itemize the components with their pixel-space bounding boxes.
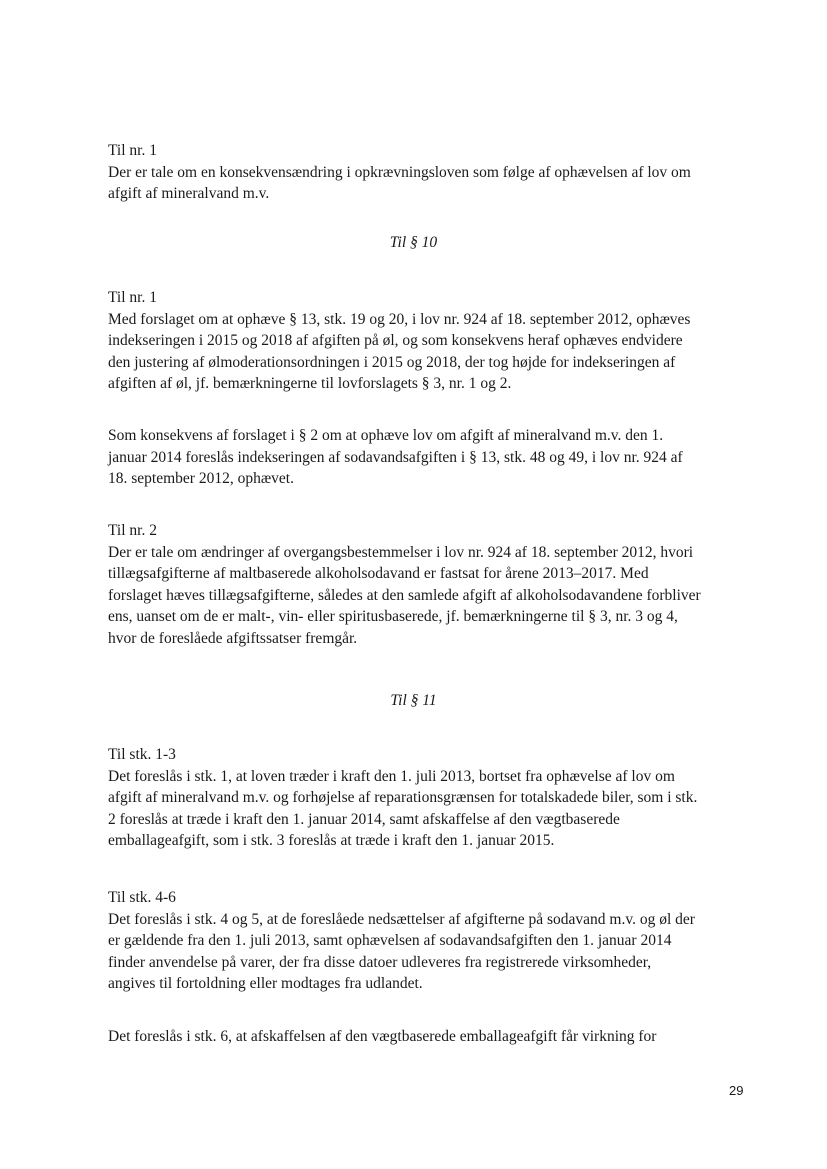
subheading: Til stk. 1-3: [108, 746, 176, 763]
text-line: januar 2014 foreslås indekseringen af sodavandsafgiften i § 13, stk. 48 og 49, i lov nr. 924 af: [108, 448, 683, 466]
text-line: Det foreslås i stk. 1, at loven træder i kraft den 1. juli 2013, bortset fra ophævelse af lov om: [108, 767, 675, 785]
text-line: afgift af mineralvand m.v. og forhøjelse af reparationsgrænsen for totalskadede biler, som i stk.: [108, 789, 698, 806]
text-line: indekseringen i 2015 og 2018 af afgiften på øl, og som konsekvens heraf ophæves endvidere: [108, 332, 683, 349]
subheading: Til nr. 2: [108, 522, 157, 539]
page-number: 29: [729, 1083, 744, 1098]
text-line: Det foreslås i stk. 6, at afskaffelsen af den vægtbaserede emballageafgift får virkning for: [108, 1028, 657, 1045]
section-til-nr-1-oel: [108, 287, 758, 395]
text-line: afgiften af øl, jf. bemærkningerne til lovforslagets § 3, nr. 1 og 2.: [108, 375, 512, 392]
text-line: Det foreslås i stk. 4 og 5, at de foreslåede nedsættelser af afgifterne på sodavand m.v. og øl der: [108, 910, 695, 928]
text-line: 2 foreslås at træde i kraft den 1. januar 2014, samt afskaffelse af den vægtbaserede: [108, 810, 620, 828]
text-line: finder anvendelse på varer, der fra disse datoer udleveres fra registrerede virksomheder,: [108, 953, 652, 971]
text-line: ens, uanset om de er malt-, vin- eller spiritusbaserede, jf. bemærkningerne til § 3, nr. 3 og 4,: [108, 608, 678, 625]
text-line: Der er tale om en konsekvensændring i opkrævningsloven som følge af ophævelsen af lov om: [108, 163, 691, 181]
text-line: afgift af mineralvand m.v.: [108, 185, 270, 202]
text-line: Der er tale om ændringer af overgangsbestemmelser i lov nr. 924 af 18. september 2012, hvori: [108, 543, 694, 561]
section-til-stk-4-6: [108, 887, 758, 995]
text-line: Med forslaget om at ophæve § 13, stk. 19 og 20, i lov nr. 924 af 18. september 2012, ophæves: [108, 310, 691, 328]
text-line: 18. september 2012, ophævet.: [108, 470, 294, 487]
text-line: den justering af ølmoderationsordningen i 2015 og 2018, der tog højde for indekseringen af: [108, 353, 676, 371]
text-line: er gældende fra den 1. juli 2013, samt ophævelsen af sodavandsafgiften den 1. januar 2014: [108, 932, 672, 949]
text-line: angives til fortoldning eller modtages fra udlandet.: [108, 975, 423, 992]
text-line: Som konsekvens af forslaget i § 2 om at ophæve lov om afgift af mineralvand m.v. den 1.: [108, 427, 664, 444]
subheading: Til nr. 1: [108, 289, 157, 306]
section-til-nr-1-opkraevningsloven: [108, 140, 758, 205]
text-line: forslaget hæves tillægsafgifterne, således at den samlede afgift af alkoholsodavandene forbliver: [108, 586, 701, 604]
paragraph-sodavandsafgift: [108, 425, 758, 490]
heading-til-paragraf-10: Til § 10: [389, 234, 438, 251]
heading-til-paragraf-11: Til § 11: [390, 692, 437, 709]
text-line: emballageafgift, som i stk. 3 foreslås at træde i kraft den 1. januar 2015.: [108, 832, 555, 849]
subheading: Til nr. 1: [108, 142, 157, 159]
section-til-nr-2: [108, 520, 758, 649]
text-line: hvor de foreslåede afgiftssatser fremgår.: [108, 629, 358, 647]
subheading: Til stk. 4-6: [108, 889, 176, 906]
section-til-stk-1-3: [108, 744, 758, 852]
paragraph-emballageafgift: [108, 1026, 758, 1048]
text-line: tillægsafgifterne af maltbaserede alkoholsodavand er fastsat for årene 2013–2017. Med: [108, 565, 649, 582]
